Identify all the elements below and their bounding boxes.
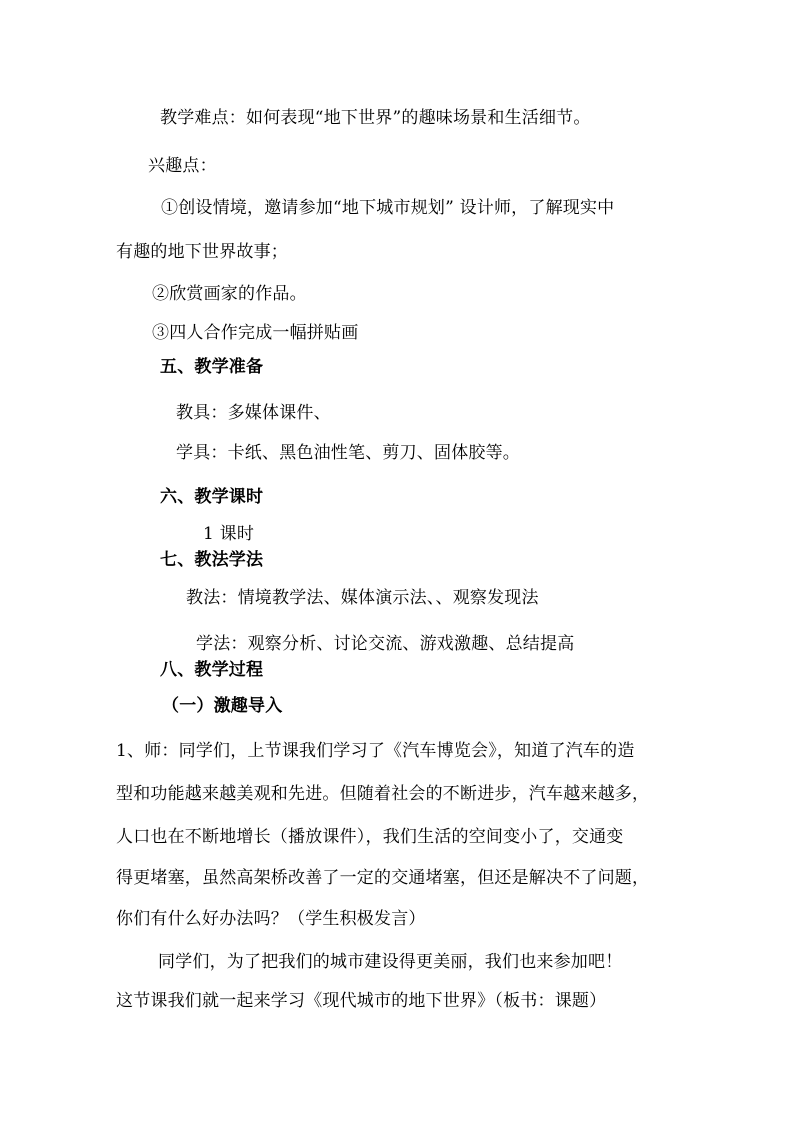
- teaching-methods: 教法：情境教学法、媒体演示法、、观察发现法: [186, 588, 539, 608]
- paragraph-1-line-5: 你们有什么好办法吗？（学生积极发言）: [116, 909, 426, 929]
- paragraph-2-line-2: 这节课我们就一起来学习《现代城市的地下世界》（板书：课题）: [116, 991, 607, 1011]
- interest-heading: 兴趣点：: [148, 156, 217, 176]
- paragraph-1-line-2: 型和功能越来越美观和先进。但随着社会的不断进步，汽车越来越多，: [116, 784, 650, 804]
- difficulty-line: 教学难点：如何表现“地下世界”的趣味场景和生活细节。: [160, 108, 591, 128]
- section-5-heading: 五、教学准备: [160, 357, 264, 377]
- teacher-tools: 教具：多媒体课件、: [176, 403, 331, 423]
- section-7-heading: 七、教法学法: [160, 550, 264, 570]
- paragraph-1-line-3: 人口也在不断地增长（播放课件），我们生活的空间变小了，交通变: [116, 827, 624, 847]
- interest-point-1-cont: 有趣的地下世界故事；: [116, 242, 288, 262]
- class-hours: 1 课时: [203, 524, 255, 544]
- subsection-1-heading: （一）激趣导入: [162, 696, 283, 716]
- interest-point-2: ②欣赏画家的作品。: [152, 284, 307, 304]
- paragraph-2-line-1: 同学们，为了把我们的城市建设得更美丽，我们也来参加吧！: [158, 952, 623, 972]
- paragraph-1-line-4: 得更堵塞，虽然高架桥改善了一定的交通堵塞，但还是解决不了问题，: [116, 868, 650, 888]
- section-8-heading: 八、教学过程: [160, 660, 264, 680]
- paragraph-1-line-1: 1、师：同学们，上节课我们学习了《汽车博览会》，知道了汽车的造: [116, 741, 635, 761]
- interest-point-1: ①创设情境，邀请参加“地下城市规划” 设计师，了解现实中: [161, 198, 615, 218]
- section-6-heading: 六、教学课时: [160, 487, 264, 507]
- interest-point-3: ③四人合作完成一幅拼贴画: [152, 323, 359, 343]
- learning-methods: 学法：观察分析、讨论交流、游戏激趣、总结提高: [196, 634, 575, 654]
- student-tools: 学具：卡纸、黑色油性笔、剪刀、固体胶等。: [176, 443, 520, 463]
